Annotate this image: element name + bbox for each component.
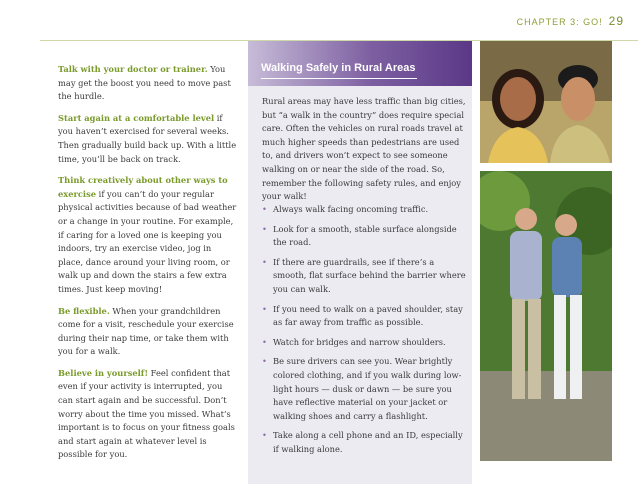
- bullet-icon: •: [262, 223, 267, 234]
- couple-walking-photo: [480, 171, 612, 461]
- tip-text: You may get the boost you need to move past the hurdle.: [58, 64, 231, 102]
- list-item: [262, 336, 466, 350]
- tip-lead: Believe in yourself!: [58, 367, 149, 378]
- tip-text: if you can’t do your regular physical activities because of bad weather or a change in your routine. For example, if caring for a loved one is keeping you indoors, try an exercise video, jog in place, dance around your living room, or walk up and down the stairs a few extra times. Just keep moving!: [58, 188, 237, 294]
- tip-paragraph: [58, 63, 238, 104]
- tip-paragraph: [58, 367, 238, 462]
- list-item: [262, 355, 466, 423]
- chapter-header: [517, 14, 624, 28]
- bullet-icon: •: [262, 430, 267, 441]
- tip-text: When your grandchildren come for a visit, reschedule your exercise during their nap time, or take them with you for a walk.: [58, 305, 234, 357]
- rural-safety-sidebar: [248, 41, 472, 484]
- bullet-icon: •: [262, 256, 267, 267]
- tip-paragraph: [58, 305, 238, 359]
- two-women-photo: [480, 41, 612, 163]
- bullet-icon: •: [262, 336, 267, 347]
- tip-paragraph: [58, 174, 238, 296]
- bullet-icon: •: [262, 303, 267, 314]
- list-item-text: If there are guardrails, see if there’s a smooth, flat surface behind the barrier where you can walk.: [273, 256, 466, 294]
- chapter-title: CHAPTER 3: GO!: [516, 17, 603, 27]
- list-item-text: Watch for bridges and narrow shoulders.: [273, 336, 446, 347]
- tip-text: Feel confident that even if your activity is interrupted, you can start again and be successful. Don’t worry about the time you missed. What’s important is to focus on your fitness goals and start again at whatever level is possible for you.: [58, 367, 235, 460]
- left-column: [58, 63, 238, 470]
- list-item: [262, 429, 466, 456]
- tip-lead: Think creatively about other ways to exercise: [58, 175, 228, 199]
- couple-walking-illustration: [480, 171, 612, 461]
- safety-rules-list: [262, 203, 466, 463]
- list-item-text: Look for a smooth, stable surface alongside the road.: [273, 223, 457, 248]
- list-item-text: Take along a cell phone and an ID, especially if walking alone.: [273, 430, 463, 454]
- bullet-icon: •: [262, 356, 267, 367]
- two-women-illustration: [480, 41, 612, 163]
- list-item-text: Be sure drivers can see you. Wear brightly colored clothing, and if you walk during low-light hours — dusk or dawn — be sure you have reflective material on your jacket or walking shoes and carry a flashlight.: [273, 356, 462, 421]
- page-number: 29: [608, 14, 624, 28]
- sidebar-title-rule: [261, 78, 417, 79]
- list-item: [262, 203, 466, 217]
- list-item: [262, 303, 466, 330]
- list-item: [262, 223, 466, 250]
- bullet-icon: •: [262, 204, 267, 214]
- tip-text: if you haven’t exercised for several weeks. Then gradually build back up. With a little time, you’ll be back on track.: [58, 112, 237, 164]
- tip-lead: Talk with your doctor or trainer.: [58, 64, 208, 74]
- tip-lead: Start again at a comfortable level: [58, 112, 215, 123]
- list-item: [262, 256, 466, 297]
- list-item-text: If you need to walk on a paved shoulder, stay as far away from traffic as possible.: [273, 303, 463, 328]
- list-item-text: Always walk facing oncoming traffic.: [273, 204, 429, 214]
- sidebar-intro: Rural areas may have less traffic than big cities, but “a walk in the country” does require special care. Often the vehicles on rural roads travel at much higher speeds than pedestrians are used to, and drivers won’t expect to see someone walking on or near the side of the road. So, remember the following safety rules, and enjoy your walk!: [262, 96, 466, 202]
- sidebar-title: Walking Safely in Rural Areas: [261, 62, 416, 74]
- tip-lead: Be flexible.: [58, 305, 110, 316]
- tip-paragraph: [58, 112, 238, 166]
